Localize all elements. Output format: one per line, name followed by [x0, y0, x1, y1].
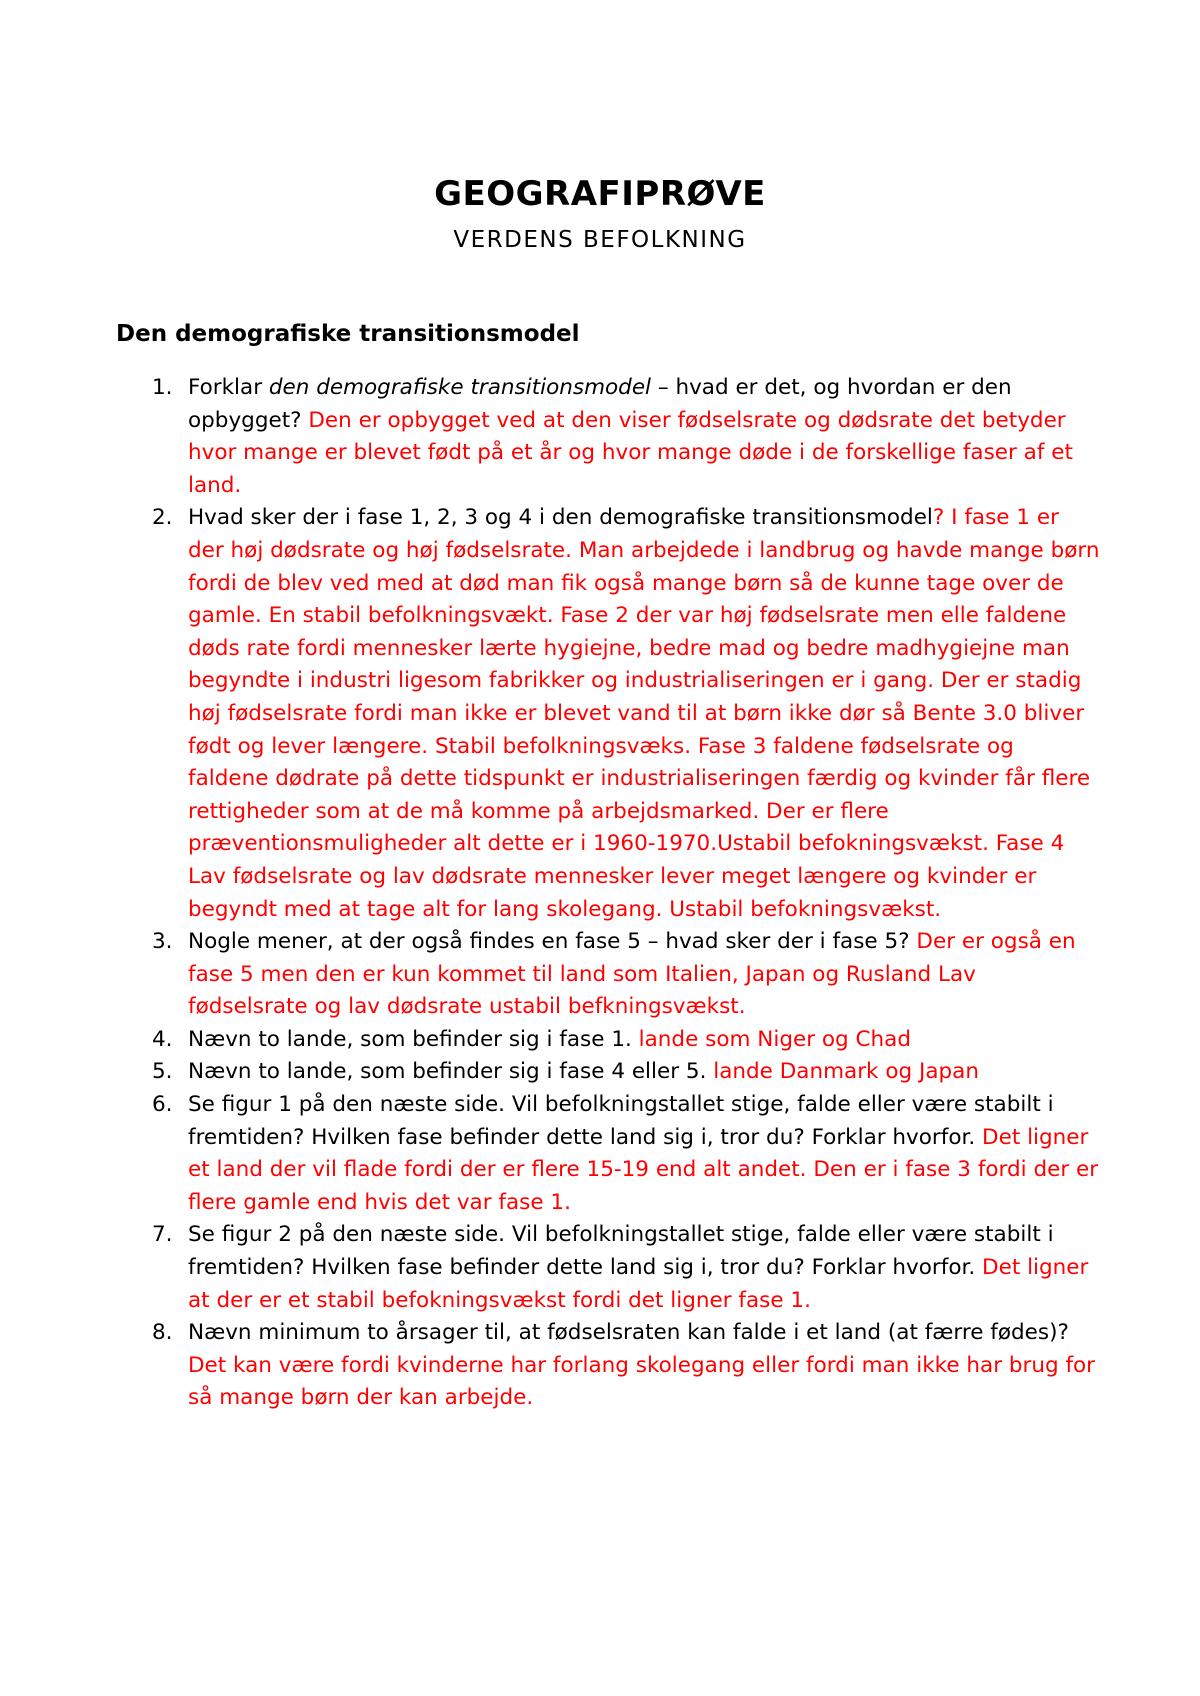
question-text: – hvad er det, og hvordan er den opbygget?: [188, 375, 1012, 433]
question-item: [152, 926, 1100, 1024]
question-text: Forklar: [188, 375, 269, 400]
question-text: Nogle mener, at der også findes en fase 5 – hvad sker der i fase 5?: [188, 929, 910, 955]
question-number: 6.: [152, 1092, 173, 1118]
question-number: 2.: [152, 505, 173, 531]
question-list: [152, 372, 1100, 1415]
answer-text: Det ligner at der er et stabil befokningsvækst fordi det ligner fase 1.: [188, 1255, 1089, 1313]
question-text: Nævn to lande, som befinder sig i fase 4 eller 5.: [188, 1059, 707, 1085]
answer-text: Det kan være fordi kvinderne har forlang skolegang eller fordi man ikke har brug for så mange børn der kan arbejde.: [188, 1352, 1096, 1411]
question-item: [152, 1219, 1100, 1317]
question-item: [152, 372, 1100, 502]
question-number: 8.: [152, 1320, 173, 1346]
question-item: [152, 1024, 1100, 1057]
question-item: [152, 502, 1100, 926]
question-number: 1.: [152, 375, 173, 400]
question-text: Hvad sker der i fase 1, 2, 3 og 4 i den demografiske transitionsmodel: [188, 505, 933, 531]
question-number: 4.: [152, 1026, 173, 1052]
answer-text: Der er også en fase 5 men den er kun kommet til land som Italien, Japan og Rusland Lav fødselsrate og lav dødsrate ustabil befkningsvækst.: [188, 929, 1076, 1020]
document-subtitle: VERDENS BEFOLKNING: [453, 227, 747, 253]
question-emphasis: den demografiske transitionsmodel: [268, 375, 652, 400]
answer-text: ? I fase 1 er der høj dødsrate og høj fødselsrate. Man arbejdede i landbrug og havde mange børn fordi de blev ved med at død man fik også mange børn så de kunne tage over de gamle. En stabil befolkningsvækt. Fase 2 der var høj fødselsrate men elle faldene døds rate fordi mennesker lærte hygiejne, bedre mad og bedre madhygiejne man begyndte i industri ligesom fabrikker og industrialiseringen er i gang. Der er stadig høj fødselsrate fordi man ikke er blevet vand til at børn ikke dør så Bente 3.0 bliver født og lever længere. Stabil befolkningsvæks. Fase 3 faldene fødselsrate og faldene dødrate på dette tidspunkt er industrialiseringen færdig og kvinder får flere rettigheder som at de må komme på arbejdsmarked. Der er flere præventionsmuligheder alt dette er i 1960-1970.Ustabil befokningsvækst. Fase 4 Lav fødselsrate og lav dødsrate mennesker lever meget længere og kvinder er begyndt med at tage alt for lang skolegang. Ustabil befokningsvækst.: [188, 505, 1100, 922]
answer-text: lande som Niger og Chad: [631, 1026, 911, 1052]
answer-text: lande Danmark og Japan: [706, 1059, 979, 1085]
question-number: 3.: [152, 929, 173, 955]
question-text: Nævn minimum to årsager til, at fødselsraten kan falde i et land (at færre fødes)?: [188, 1320, 1069, 1346]
section-heading: Den demografiske transitionsmodel: [116, 321, 580, 347]
document-title: GEOGRAFIPRØVE: [434, 174, 766, 214]
question-item: [152, 1317, 1100, 1415]
question-text: Se figur 1 på den næste side. Vil befolkningstallet stige, falde eller være stabilt i fremtiden? Hvilken fase befinder dette land sig i, tror du? Forklar hvorfor.: [188, 1092, 1054, 1150]
question-text: Se figur 2 på den næste side. Vil befolkningstallet stige, falde eller være stabilt i fremtiden? Hvilken fase befinder dette land sig i, tror du? Forklar hvorfor.: [188, 1222, 1054, 1281]
question-number: 5.: [152, 1059, 173, 1085]
answer-text: Det ligner et land der vil flade fordi der er flere 15-19 end alt andet. Den er i fase 3 fordi der er flere gamle end hvis det var fase 1.: [188, 1124, 1099, 1215]
question-number: 7.: [152, 1222, 173, 1248]
question-item: [152, 1089, 1100, 1219]
answer-text: Den er opbygget ved at den viser fødselsrate og dødsrate det betyder hvor mange er blevet født på et år og hvor mange døde i de forskellige faser af et land.: [188, 407, 1073, 498]
question-item: [152, 1056, 1100, 1089]
question-text: Nævn to lande, som befinder sig i fase 1.: [188, 1026, 632, 1052]
